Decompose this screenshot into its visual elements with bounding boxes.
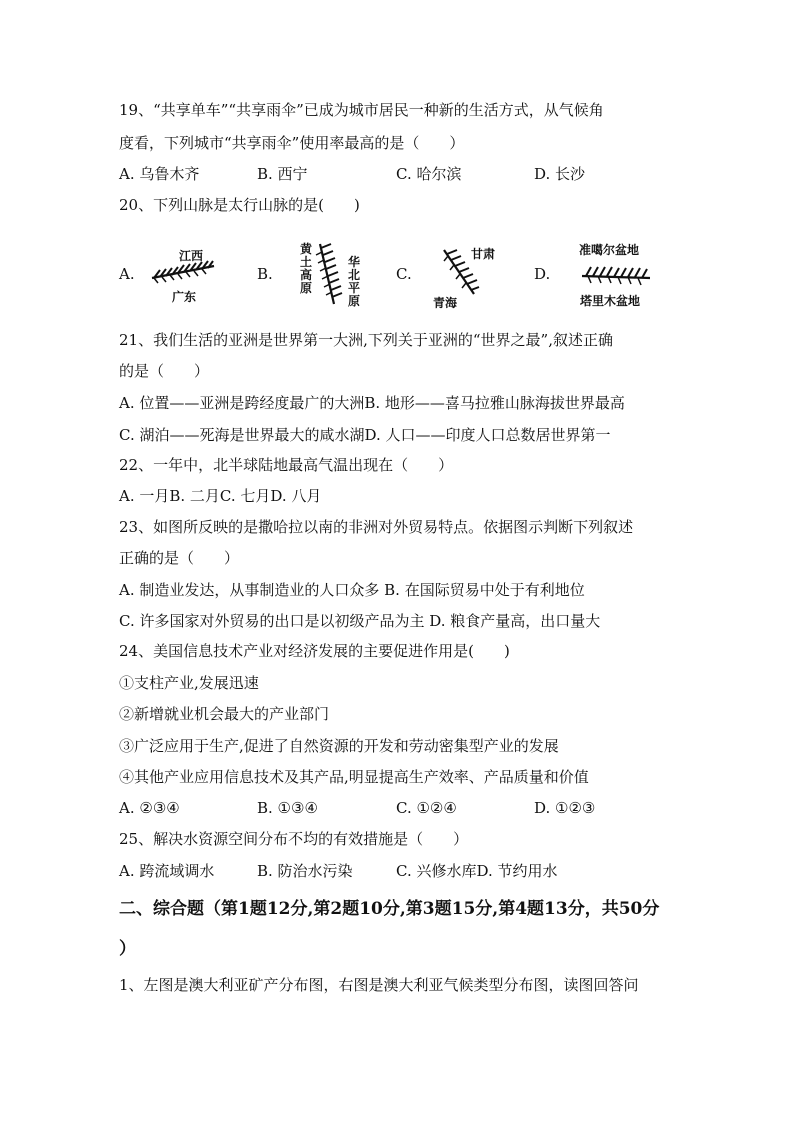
q25-option-a: A. 跨流域调水 <box>119 862 215 880</box>
q21-stem-line2: 的是（ ） <box>119 362 210 380</box>
q24-statement-1: ①支柱产业,发展迅速 <box>119 674 259 692</box>
q20-map-d-top-label: 准噶尔盆地 <box>579 243 640 257</box>
q23-options-ab: A. 制造业发达，从事制造业的人口众多 B. 在国际贸易中处于有利地位 <box>119 581 585 599</box>
q24-option-b: B. ①③④ <box>257 799 318 817</box>
q20-map-b-left-label: 黄土高原 <box>300 242 313 295</box>
q19-option-b: B. 西宁 <box>257 165 308 183</box>
q19-stem-line1: 19、“共享单车”“共享雨伞”已成为城市居民一种新的生活方式，从气候角 <box>119 101 604 119</box>
q24-statement-4: ④其他产业应用信息技术及其产品,明显提高生产效率、产品质量和价值 <box>119 768 589 786</box>
q24-statement-3: ③广泛应用于生产,促进了自然资源的开发和劳动密集型产业的发展 <box>119 737 559 755</box>
q20-map-a-bottom-label: 广东 <box>172 290 197 304</box>
q20-option-a: A. <box>119 265 135 283</box>
q21-options-ab: A. 位置——亚洲是跨经度最广的大洲B. 地形——喜马拉雅山脉海拔世界最高 <box>119 394 625 412</box>
q25-stem-line1: 25、解决水资源空间分布不均的有效措施是（ ） <box>119 830 469 848</box>
q24-stem-line1: 24、美国信息技术产业对经济发展的主要促进作用是( ) <box>119 642 510 660</box>
q20-stem-line1: 20、下列山脉是太行山脉的是( ) <box>119 196 360 214</box>
q25-option-b: B. 防治水污染 <box>257 862 353 880</box>
q19-stem-line2: 度看，下列城市“共享雨伞”使用率最高的是（ ） <box>119 134 465 152</box>
q20-option-b: B. <box>257 265 273 283</box>
q24-statement-2: ②新增就业机会最大的产业部门 <box>119 705 330 723</box>
q19-option-c: C. 哈尔滨 <box>396 165 462 183</box>
q23-stem-line1: 23、如图所反映的是撒哈拉以南的非洲对外贸易特点。依据图示判断下列叙述 <box>119 518 634 536</box>
section2-title-line2: ） <box>119 939 136 959</box>
q23-stem-line2: 正确的是（ ） <box>119 549 240 567</box>
q20-option-c: C. <box>396 265 412 283</box>
q24-option-d: D. ①②③ <box>534 799 596 817</box>
q25-option-cd: C. 兴修水库D. 节约用水 <box>396 862 558 880</box>
q24-option-a: A. ②③④ <box>119 799 180 817</box>
q20-map-c-top-label: 甘肃 <box>471 247 496 261</box>
s2-q1-stem-line1: 1、左图是澳大利亚矿产分布图，右图是澳大利亚气候类型分布图，读图回答问 <box>119 976 639 994</box>
q23-options-cd: C. 许多国家对外贸易的出口是以初级产品为主 D. 粮食产量高，出口量大 <box>119 612 601 630</box>
q19-option-d: D. 长沙 <box>534 165 586 183</box>
q20-option-d: D. <box>534 265 551 283</box>
q20-map-d-mountain-icon <box>578 262 654 290</box>
q22-stem-line1: 22、一年中，北半球陆地最高气温出现在（ ） <box>119 456 454 474</box>
q20-map-a-top-label: 江西 <box>179 249 204 263</box>
q21-options-cd: C. 湖泊——死海是世界最大的咸水湖D. 人口——印度人口总数居世界第一 <box>119 426 611 444</box>
q24-option-c: C. ①②④ <box>396 799 457 817</box>
q20-map-c-bottom-label: 青海 <box>433 296 458 310</box>
q22-options: A. 一月B. 二月C. 七月D. 八月 <box>119 487 322 505</box>
q20-map-b-right-label: 华北平原 <box>348 255 361 308</box>
q20-map-d-bottom-label: 塔里木盆地 <box>580 294 641 308</box>
q19-option-a: A. 乌鲁木齐 <box>119 165 200 183</box>
q20-map-b-mountain-icon <box>308 240 350 308</box>
q21-stem-line1: 21、我们生活的亚洲是世界第一大洲,下列关于亚洲的“世界之最”,叙述正确 <box>119 331 613 349</box>
section2-title-line1: 二、综合题（第1题12分,第2题10分,第3题15分,第4题13分，共50分 <box>119 899 660 919</box>
